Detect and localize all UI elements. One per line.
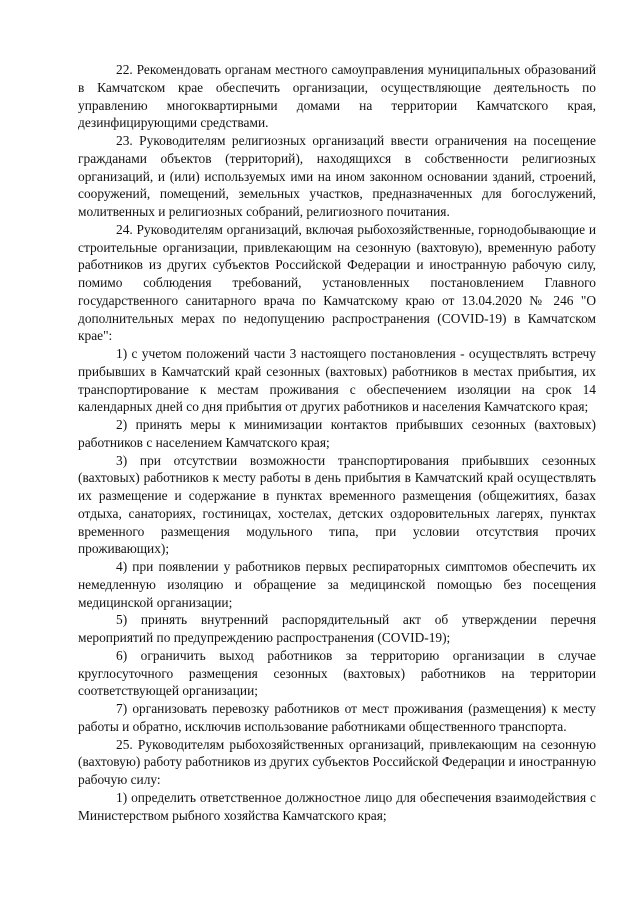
paragraph-24: 24. Руководителям организаций, включая рыбохозяйственные, горнодобывающие и строительные организации, привлекающим на сезонную (вахтовую), временную работу работников из других субъектов Российской Федерации и иностранную рабочую силу, помимо соблюдения требований, установленных постановлением Главного государственного санитарного врача по Камчатскому краю от 13.04.2020 № 246 "О дополнительных мерах по недопущению распространения (COVID-19) в Камчатском крае": — [78, 221, 596, 344]
document-body — [78, 61, 596, 824]
list-item-24-6: 6) ограничить выход работников за территорию организации в случае круглосуточного размещения сезонных (вахтовых) работников на территории соответствующей организации; — [78, 647, 596, 699]
list-item-24-1: 1) с учетом положений части 3 настоящего постановления - осуществлять встречу прибывших в Камчатский край сезонных (вахтовых) работников в местах прибытия, их транспортирование к местам проживания с обеспечением изоляции на срок 14 календарных дней со дня прибытия от других работников и населения Камчатского края; — [78, 346, 596, 415]
list-item-24-3: 3) при отсутствии возможности транспортирования прибывших сезонных (вахтовых) работников к месту работы в день прибытия в Камчатский край осуществлять их размещение и содержание в пунктах временного размещения (общежитиях, базах отдыха, санаториях, гостиницах, хостелах, детских оздоровительных лагерях, пунктах временного размещения модульного типа, при условии отсутствия прочих проживающих); — [78, 452, 596, 557]
list-item-24-2: 2) принять меры к минимизации контактов прибывших сезонных (вахтовых) работников с населением Камчатского края; — [78, 417, 596, 450]
paragraph-23: 23. Руководителям религиозных организаций ввести ограничения на посещение гражданами объектов (территорий), находящихся в собственности религиозных организаций, и (или) используемых ими на ином законном основании зданий, строений, сооружений, помещений, земельных участков, предназначенных для богослужений, молитвенных и религиозных собраний, религиозного почитания. — [78, 133, 596, 219]
list-item-24-7: 7) организовать перевозку работников от мест проживания (размещения) к месту работы и обратно, исключив использование работниками общественного транспорта. — [78, 701, 596, 734]
list-item-25-1: 1) определить ответственное должностное лицо для обеспечения взаимодействия с Министерством рыбного хозяйства Камчатского края; — [78, 789, 596, 823]
paragraph-25: 25. Руководителям рыбохозяйственных организаций, привлекающим на сезонную (вахтовую) работу работников из других субъектов Российской Федерации и иностранную рабочую силу: — [78, 736, 596, 787]
list-item-24-5: 5) принять внутренний распорядительный акт об утверждении перечня мероприятий по предупреждению распространения (COVID-19); — [78, 612, 596, 645]
paragraph-22: 22. Рекомендовать органам местного самоуправления муниципальных образований в Камчатском крае обеспечить организации, осуществляющие деятельность по управлению многоквартирными домами на территории Камчатского края, дезинфицирующими средствами. — [78, 62, 596, 131]
list-item-24-4: 4) при появлении у работников первых респираторных симптомов обеспечить их немедленную изоляцию и обращение за медицинской помощью без посещения медицинской организации; — [78, 559, 596, 610]
